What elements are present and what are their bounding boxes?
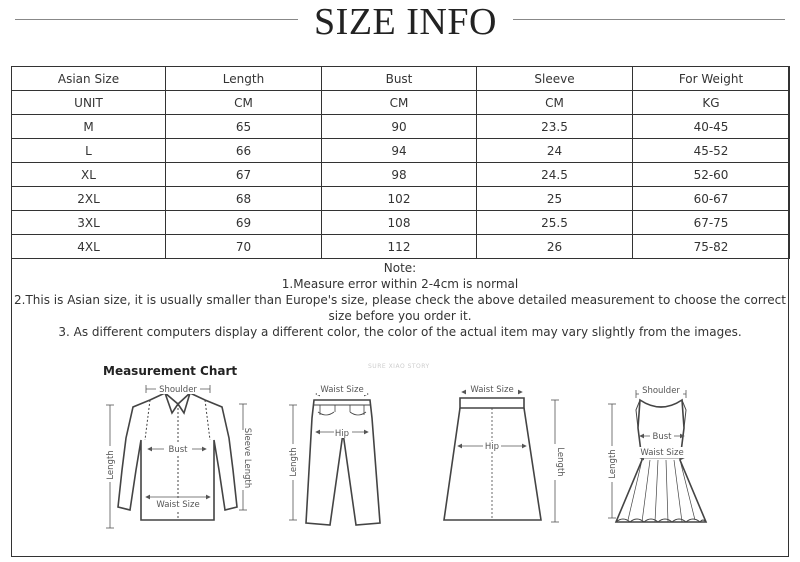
table-cell: 23.5	[477, 115, 633, 139]
table-cell: 67-75	[633, 211, 790, 235]
skirt-hip-label: Hip	[484, 442, 500, 452]
table-cell: XL	[12, 163, 166, 187]
table-cell: 26	[477, 235, 633, 259]
table-cell: 4XL	[12, 235, 166, 259]
pants-length-label: Length	[289, 447, 299, 477]
table-cell: 112	[322, 235, 477, 259]
table-cell: 94	[322, 139, 477, 163]
pants-figure	[306, 400, 380, 525]
waist-size-label: Waist Size	[156, 500, 200, 510]
table-cell: 60-67	[633, 187, 790, 211]
table-cell: 90	[322, 115, 477, 139]
skirt-waist-size-label: Waist Size	[470, 385, 514, 395]
dress-shoulder-label: Shoulder	[642, 386, 680, 396]
table-cell: 108	[322, 211, 477, 235]
table-cell: 75-82	[633, 235, 790, 259]
table-cell: 2XL	[12, 187, 166, 211]
table-cell: L	[12, 139, 166, 163]
skirt-annotations	[458, 392, 559, 522]
watermark: SURE XIAO STORY	[368, 363, 430, 370]
unit-cell: CM	[166, 91, 322, 115]
table-cell: 25.5	[477, 211, 633, 235]
dress-waist-size-label: Waist Size	[640, 448, 684, 458]
table-cell: 65	[166, 115, 322, 139]
bust-label: Bust	[168, 445, 188, 455]
header-cell: For Weight	[633, 67, 790, 91]
pants-hip-label: Hip	[334, 429, 350, 439]
table-cell: 3XL	[12, 211, 166, 235]
pants-waist-size-label: Waist Size	[320, 385, 364, 395]
unit-cell: KG	[633, 91, 790, 115]
table-cell: 25	[477, 187, 633, 211]
note-line-3: 3. As different computers display a different color, the color of the actual item may vary slightly from the images.	[58, 325, 742, 339]
header-cell: Length	[166, 67, 322, 91]
unit-cell: UNIT	[12, 91, 166, 115]
table-cell: 40-45	[633, 115, 790, 139]
table-cell: 45-52	[633, 139, 790, 163]
unit-cell: CM	[322, 91, 477, 115]
table-cell: 102	[322, 187, 477, 211]
header-cell: Asian Size	[12, 67, 166, 91]
note-line-1: 1.Measure error within 2-4cm is normal	[281, 277, 519, 291]
notes-heading: Note:	[383, 261, 417, 275]
header-cell: Sleeve	[477, 67, 633, 91]
table-cell: 24.5	[477, 163, 633, 187]
table-cell: 98	[322, 163, 477, 187]
header-cell: Bust	[322, 67, 477, 91]
table-cell: M	[12, 115, 166, 139]
table-cell: 69	[166, 211, 322, 235]
unit-cell: CM	[477, 91, 633, 115]
skirt-figure	[444, 398, 541, 520]
measurement-chart-title: Measurement Chart	[103, 364, 238, 378]
table-cell: 67	[166, 163, 322, 187]
table-cell: 70	[166, 235, 322, 259]
dress-figure	[616, 400, 706, 522]
table-cell: 68	[166, 187, 322, 211]
table-cell: 52-60	[633, 163, 790, 187]
shoulder-label: Shoulder	[159, 385, 197, 395]
dress-bust-label: Bust	[652, 432, 672, 442]
dress-length-label: Length	[608, 449, 618, 479]
skirt-length-label: Length	[555, 447, 565, 477]
page-title: SIZE INFO	[314, 1, 497, 43]
pants-annotations	[289, 394, 368, 520]
note-line-2: 2.This is Asian size, it is usually smaller than Europe's size, please check the above detailed measurement to choose the correct size before you order it.	[14, 293, 786, 323]
sleeve-length-label: Sleeve Length	[242, 427, 252, 489]
length-label: Length	[106, 450, 116, 480]
table-cell: 24	[477, 139, 633, 163]
table-cell: 66	[166, 139, 322, 163]
